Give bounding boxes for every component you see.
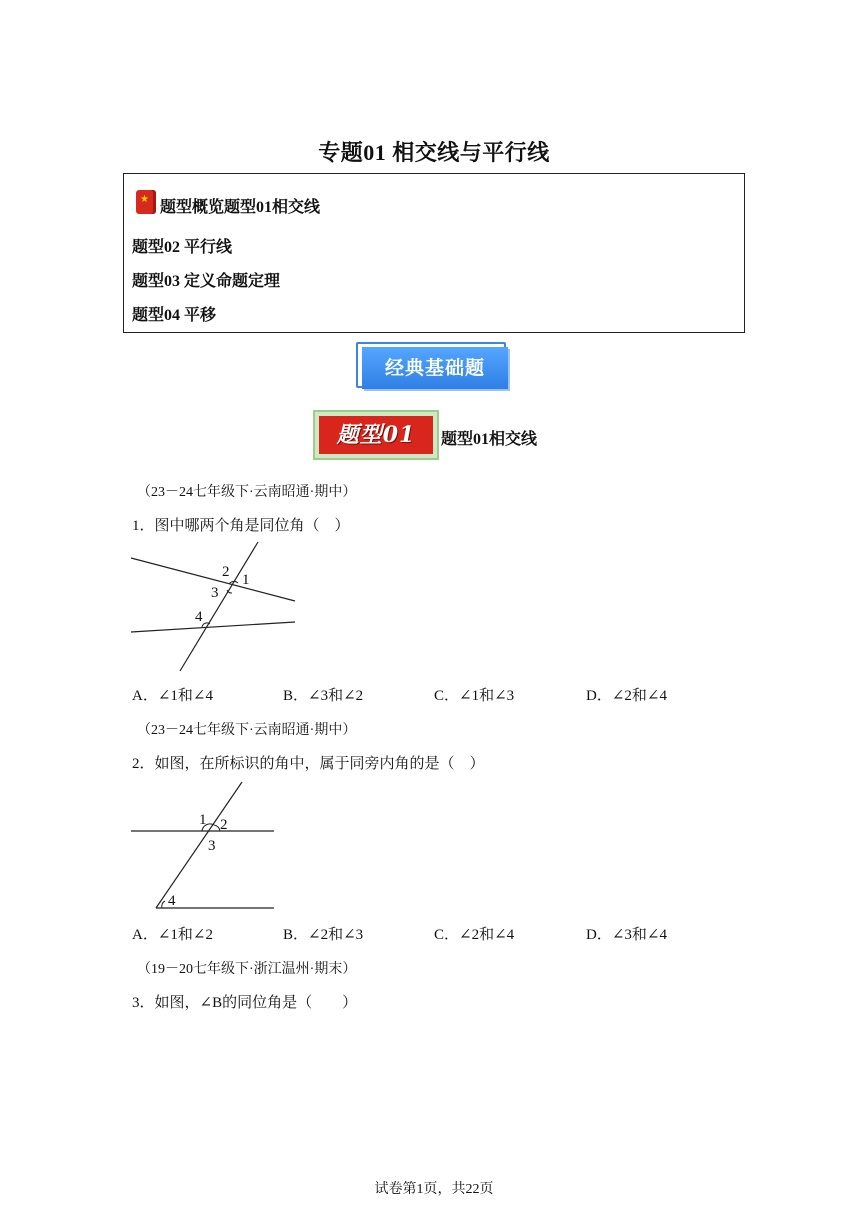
section-heading: 题型01相交线 [441, 431, 538, 448]
question-3-stem: 3．如图，∠B的同位角是（ ） [132, 995, 358, 1011]
section-banner [356, 342, 510, 392]
figure-1-label-2: 2 [222, 564, 230, 580]
figure-1-label-1: 1 [242, 572, 250, 588]
overview-box [123, 173, 745, 333]
question-2-figure [128, 778, 278, 914]
figure-2-label-3: 3 [208, 838, 216, 854]
banner-text: 经典基础题 [362, 347, 508, 389]
figure-1-label-4: 4 [195, 609, 203, 625]
overview-item-4: 题型04 平移 [132, 307, 217, 324]
overview-item-2: 题型02 平行线 [132, 239, 233, 256]
question-2-option-b[interactable]: B．∠2和∠3 [283, 927, 364, 943]
overview-item-3: 题型03 定义命题定理 [132, 273, 281, 290]
figure-2-label-1: 1 [199, 812, 207, 828]
question-2-option-c[interactable]: C．∠2和∠4 [434, 927, 515, 943]
question-1-stem: 1．图中哪两个角是同位角（ ） [132, 518, 350, 534]
question-3-source: （19－20七年级下·浙江温州·期末） [137, 962, 357, 977]
question-1-source: （23－24七年级下·云南昭通·期中） [137, 485, 357, 500]
page-footer: 试卷第1页，共22页 [374, 1182, 494, 1197]
question-2-source: （23－24七年级下·云南昭通·期中） [137, 723, 357, 738]
question-type-badge [313, 410, 439, 460]
overview-item-1: 题型概览题型01相交线 [160, 199, 321, 216]
book-icon [136, 190, 156, 214]
question-2-stem: 2．如图，在所标识的角中，属于同旁内角的是（ ） [132, 756, 485, 772]
question-2-option-d[interactable]: D．∠3和∠4 [586, 927, 667, 943]
figure-2-label-2: 2 [220, 817, 228, 833]
document-title: 专题01 相交线与平行线 [318, 140, 550, 165]
question-1-figure [128, 538, 300, 674]
question-1-option-a[interactable]: A．∠1和∠4 [132, 688, 213, 704]
question-1-option-d[interactable]: D．∠2和∠4 [586, 688, 667, 704]
question-1-option-c[interactable]: C．∠1和∠3 [434, 688, 515, 704]
figure-2-label-4: 4 [168, 893, 176, 909]
figure-1-label-3: 3 [211, 585, 219, 601]
question-1-option-b[interactable]: B．∠3和∠2 [283, 688, 364, 704]
question-2-option-a[interactable]: A．∠1和∠2 [132, 927, 213, 943]
badge-text: 题型01 [319, 416, 433, 454]
